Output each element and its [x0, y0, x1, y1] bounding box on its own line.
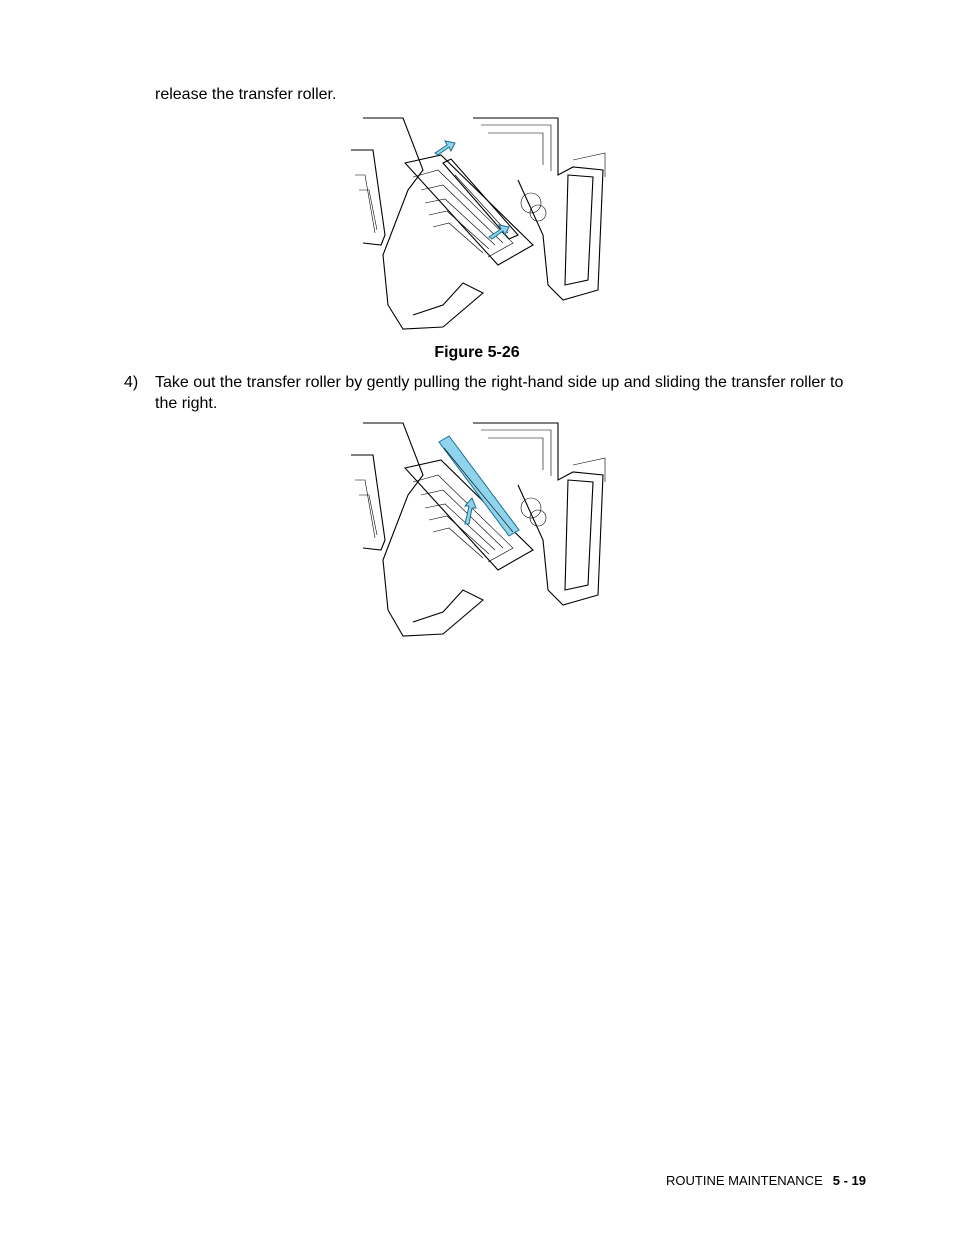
footer-page-number: 5 - 19: [832, 1173, 866, 1188]
figure-5-26-illustration: [343, 115, 609, 333]
intro-text: release the transfer roller.: [155, 86, 337, 103]
step-text: Take out the transfer roller by gently pulling the right-hand side up and sliding the transfer roller to the right.: [155, 374, 844, 412]
footer-section: ROUTINE MAINTENANCE: [666, 1173, 823, 1188]
roller-removal-illustration: [343, 420, 609, 640]
page-footer: [666, 1173, 866, 1188]
figure-caption: Figure 5-26: [434, 344, 520, 361]
step-number: 4): [124, 374, 139, 391]
